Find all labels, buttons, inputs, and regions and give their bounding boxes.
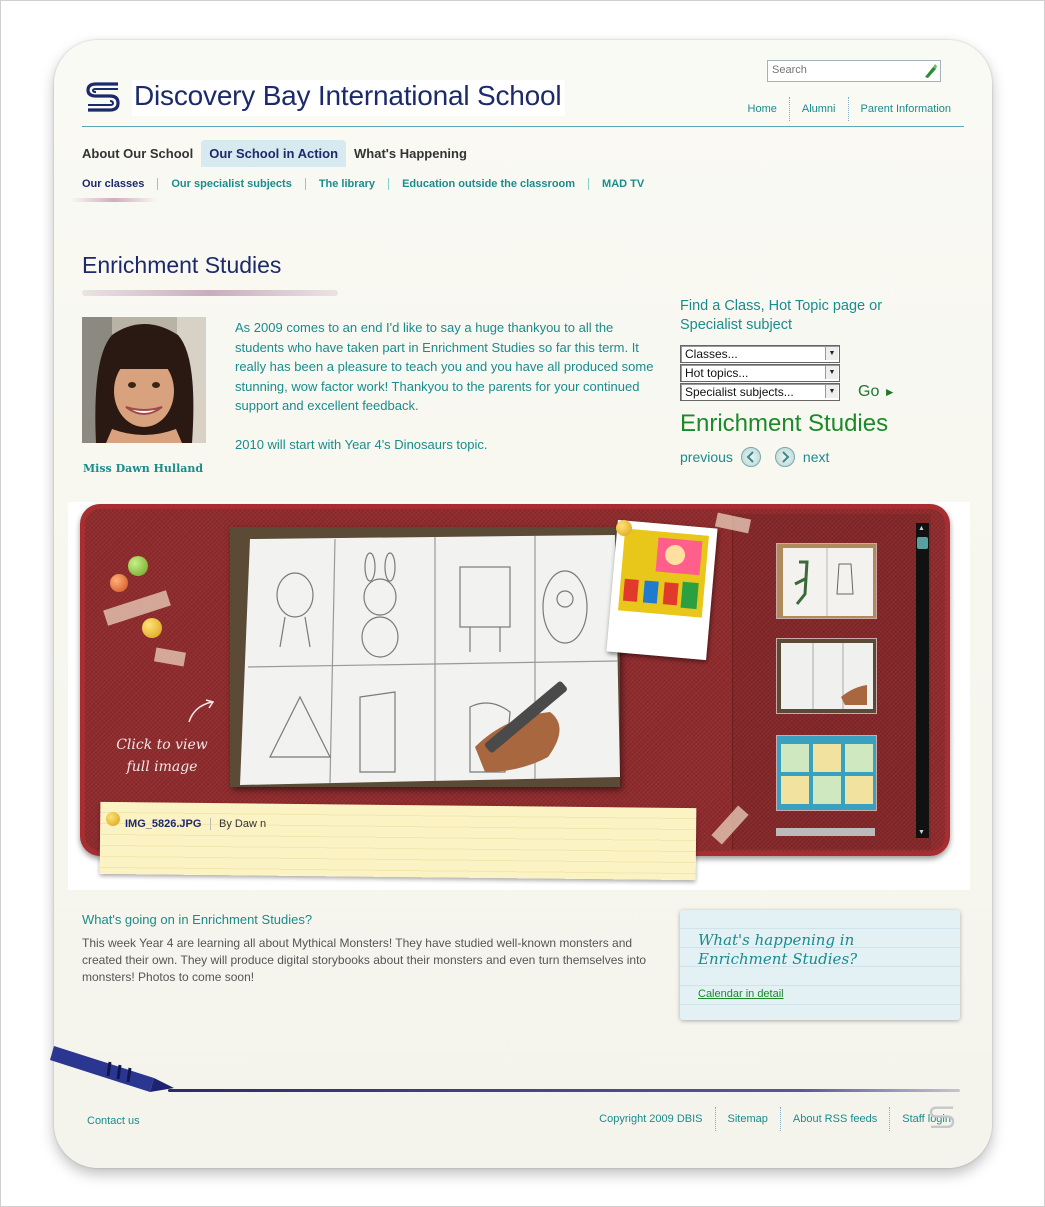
- search-input[interactable]: [768, 61, 916, 79]
- green-pin-icon: [128, 556, 148, 576]
- sub-nav: [82, 178, 657, 190]
- yellow-pin-icon: [616, 520, 632, 536]
- news-body: This week Year 4 are learning all about Mythical Monsters! They have studied well-known monsters and created their own. They will produce digital storybooks about their monsters and even turn themselves into monsters! Photos to come soon!: [82, 936, 647, 984]
- gallery-thumbnail[interactable]: [776, 735, 877, 811]
- teacher-name: Miss Dawn Hulland: [83, 462, 204, 475]
- caption-author: By Daw n: [210, 818, 266, 830]
- page-title: Enrichment Studies: [82, 252, 282, 278]
- teacher-photo: [82, 317, 206, 443]
- utility-link-alumni[interactable]: Alumni: [789, 97, 848, 121]
- click-to-view-hint: Click to view full image: [116, 737, 208, 775]
- news-title: What's going on in Enrichment Studies?: [82, 912, 313, 927]
- school-logo-icon[interactable]: [84, 80, 122, 116]
- finder-title: Find a Class, Hot Topic page or Specialist subject: [680, 298, 883, 333]
- yellow-pin-icon: [142, 618, 162, 638]
- sub-nav-active-underline: [70, 198, 158, 202]
- go-label: Go: [858, 383, 880, 400]
- next-arrow-icon[interactable]: [775, 447, 795, 467]
- gallery-thumbnail[interactable]: [776, 638, 877, 714]
- classes-select-value: Classes...: [685, 347, 738, 361]
- caption-filename: IMG_5826.JPG: [125, 818, 202, 830]
- school-name[interactable]: Discovery Bay International School: [132, 80, 565, 116]
- crayon-search-icon[interactable]: [922, 63, 938, 79]
- gallery-thumbnail-partial[interactable]: [776, 828, 875, 836]
- main-nav-school-in-action[interactable]: Our School in Action: [201, 140, 346, 167]
- utility-link-home[interactable]: Home: [747, 103, 777, 115]
- sub-nav-our-classes[interactable]: Our classes: [82, 178, 145, 190]
- footer-divider: [168, 1089, 960, 1092]
- sub-nav-library[interactable]: The library: [305, 178, 388, 190]
- arrow-right-icon: ►: [883, 385, 896, 399]
- dropdown-arrow-icon: ▼: [825, 366, 838, 379]
- scroll-down-icon[interactable]: ▼: [918, 829, 925, 836]
- search-box: [767, 60, 941, 82]
- sub-nav-specialist-subjects[interactable]: Our specialist subjects: [157, 178, 304, 190]
- main-nav-whats-happening[interactable]: What's Happening: [354, 146, 467, 161]
- dropdown-arrow-icon: ▼: [825, 347, 838, 360]
- crayon-icon: [50, 1040, 180, 1100]
- footer-copyright: Copyright 2009 DBIS: [599, 1113, 703, 1125]
- title-underline: [82, 290, 338, 296]
- polaroid-photo[interactable]: [606, 520, 717, 660]
- calendar-title: What's happening in Enrichment Studies?: [698, 931, 858, 968]
- scroll-up-icon[interactable]: ▲: [918, 525, 925, 532]
- scrollbar-thumb[interactable]: [917, 537, 928, 549]
- prev-next-nav: [680, 447, 829, 467]
- footer-link-rss[interactable]: About RSS feeds: [780, 1107, 889, 1131]
- main-nav-about[interactable]: About Our School: [82, 146, 194, 161]
- curved-arrow-icon: [186, 698, 216, 724]
- yellow-pin-icon: [106, 812, 120, 826]
- intro-paragraph: 2010 will start with Year 4's Dinosaurs topic.: [235, 436, 488, 452]
- footer-nav: [587, 1107, 963, 1131]
- utility-link-parent-information[interactable]: Parent Information: [848, 97, 964, 121]
- hot-topics-select-value: Hot topics...: [685, 366, 749, 380]
- intro-text: [235, 318, 660, 473]
- sub-nav-education-outside[interactable]: Education outside the classroom: [388, 178, 588, 190]
- next-link[interactable]: next: [802, 449, 830, 465]
- previous-link[interactable]: previous: [680, 449, 733, 465]
- thumbnail-scrollbar[interactable]: [916, 523, 929, 838]
- header-divider: [82, 126, 964, 127]
- dropdown-arrow-icon: ▼: [825, 385, 838, 398]
- calendar-link[interactable]: Calendar in detail: [698, 988, 784, 1000]
- sub-nav-mad-tv[interactable]: MAD TV: [588, 178, 657, 190]
- contact-link[interactable]: Contact us: [87, 1115, 140, 1127]
- go-button[interactable]: [858, 383, 896, 401]
- main-nav: [82, 140, 475, 167]
- footer-link-staff-login[interactable]: Staff login: [889, 1107, 963, 1131]
- hot-topics-select[interactable]: [680, 364, 840, 382]
- specialist-select-value: Specialist subjects...: [685, 385, 794, 399]
- intro-paragraph: As 2009 comes to an end I'd like to say a huge thankyou to all the students who have taken part in Enrichment Studies so far this term. It really has been a pleasure to teach you and you have all produced some stunning, wow factor work! Thankyou to the parents for your continued support and excellent feedback.: [235, 320, 654, 413]
- main-gallery-image[interactable]: [230, 527, 620, 787]
- classes-select[interactable]: [680, 345, 840, 363]
- image-caption-note: [100, 802, 697, 880]
- previous-arrow-icon[interactable]: [741, 447, 761, 467]
- specialist-subjects-select[interactable]: [680, 383, 840, 401]
- orange-pin-icon: [110, 574, 128, 592]
- current-section-name: Enrichment Studies: [680, 410, 889, 437]
- footer-logo-icon: [928, 1104, 956, 1132]
- gallery-thumbnail[interactable]: [776, 543, 877, 619]
- utility-nav: [736, 97, 963, 121]
- footer-link-sitemap[interactable]: Sitemap: [715, 1107, 780, 1131]
